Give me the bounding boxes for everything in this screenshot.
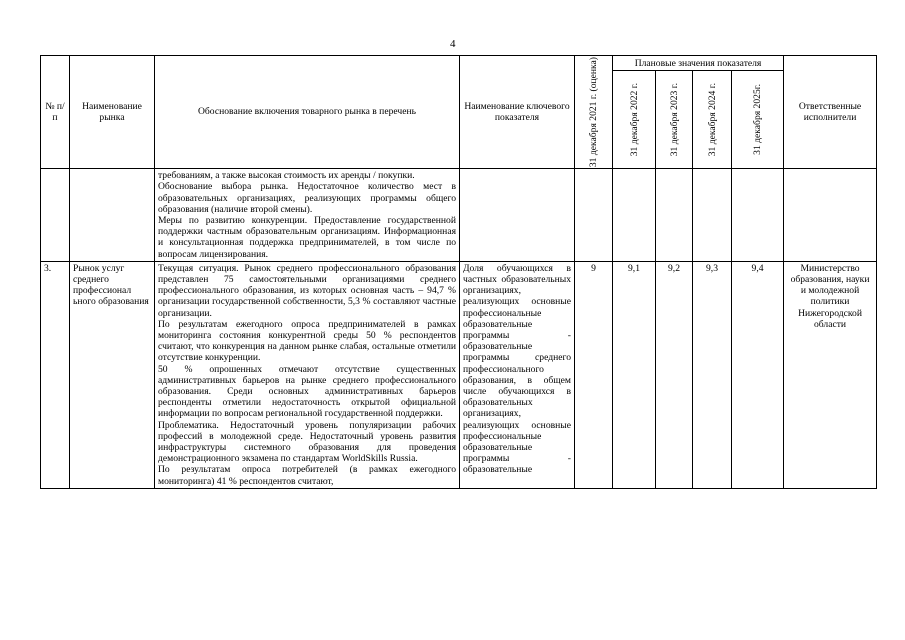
row3-value-2021: 9 bbox=[575, 261, 613, 488]
row3-paragraph: Проблематика. Недостаточный уровень популяризации рабочих профессий в молодежной среде. Недостаточный уровень развития инфраструктуры системного образования для проведения демонстрационного экзамена по стандартам WorldSkills Russia. bbox=[158, 419, 456, 465]
row3-paragraph: Текущая ситуация. Рынок среднего профессионального образования представлен 75 самостоятельными организациями среднего профессионального образования, из которых основная часть – 94,7 % организации государственной собственности, 5,3 % составляют частные организации. bbox=[158, 262, 456, 319]
row3-value-2024: 9,3 bbox=[693, 261, 732, 488]
header-year-2025-text: 31 декабря 2025г. bbox=[752, 84, 764, 156]
cont-rationale bbox=[155, 169, 460, 262]
cont-2021 bbox=[575, 169, 613, 262]
header-responsible: Ответственные исполнители bbox=[784, 56, 877, 169]
row3-indicator: Доля обучающихся в частных образовательных организациях, реализующих основные профессиональные образовательные программы - образовательные программы среднего профессионального образования, в общем числе обучающихся в образовательных организациях, реализующих основные профессиональные образовательные программы - образовательные bbox=[460, 261, 575, 488]
table-row-continuation bbox=[41, 169, 877, 262]
cont-2022 bbox=[613, 169, 656, 262]
cont-2024 bbox=[693, 169, 732, 262]
header-rationale: Обоснование включения товарного рынка в перечень bbox=[155, 56, 460, 169]
row3-paragraph: По результатам ежегодного опроса предпринимателей в рамках мониторинга состояния конкурентной среды 50 % респондентов считают, что конкуренция на данном рынке слабая, остальные отметили отсутствие конкуренции. bbox=[158, 318, 456, 364]
cont-paragraph: Меры по развитию конкуренции. Предоставление государственной поддержки частным образовательным организациям. Информационная и консультационная поддержка предпринимателей, в том числе по вопросам лицензирования. bbox=[158, 214, 456, 260]
row3-paragraph: По результатам опроса потребителей (в рамках ежегодного мониторинга) 41 % респондентов считают, bbox=[158, 464, 456, 487]
cont-paragraph: Обоснование выбора рынка. Недостаточное количество мест в образовательных организациях, реализующих программы общего образования (наличие второй смены). bbox=[158, 181, 456, 215]
page-number: 4 bbox=[450, 38, 456, 50]
header-year-2022-text: 31 декабря 2022 г. bbox=[628, 83, 640, 157]
cont-paragraph: требованиям, а также высокая стоимость их аренды / покупки. bbox=[158, 170, 415, 182]
cont-2023 bbox=[656, 169, 693, 262]
header-year-2024 bbox=[693, 71, 732, 169]
cont-num bbox=[41, 169, 70, 262]
header-year-2024-text: 31 декабря 2024 г. bbox=[706, 83, 718, 157]
row3-value-2025: 9,4 bbox=[732, 261, 784, 488]
row3-market: Рынок услуг среднего профессионал ьного образования bbox=[70, 261, 155, 488]
row3-num: 3. bbox=[41, 261, 70, 488]
cont-responsible bbox=[784, 169, 877, 262]
header-year-2023-text: 31 декабря 2023 г. bbox=[668, 83, 680, 157]
indicators-table bbox=[40, 55, 877, 489]
cont-2025 bbox=[732, 169, 784, 262]
header-planned-values: Плановые значения показателя bbox=[613, 56, 784, 71]
header-year-2021-text: 31 декабря 2021 г. (оценка) bbox=[588, 57, 599, 168]
cont-indicator bbox=[460, 169, 575, 262]
header-market-name: Наименование рынка bbox=[70, 56, 155, 169]
header-num: № п/п bbox=[41, 56, 70, 169]
header-year-2023 bbox=[656, 71, 693, 169]
header-key-indicator: Наименование ключевого показателя bbox=[460, 56, 575, 169]
header-year-2021 bbox=[575, 56, 613, 169]
header-row-1 bbox=[41, 56, 877, 71]
row3-value-2023: 9,2 bbox=[656, 261, 693, 488]
header-year-2022 bbox=[613, 71, 656, 169]
cont-market bbox=[70, 169, 155, 262]
row3-paragraph: 50 % опрошенных отмечают отсутствие существенных административных барьеров на рынке среднего профессионального образования. Среди основных административных барьеров респонденты отметили недостаточность открытой официальной информации по вопросам региональной государственной поддержки. bbox=[158, 363, 456, 420]
row3-rationale bbox=[155, 261, 460, 488]
header-year-2025 bbox=[732, 71, 784, 169]
table-row-3 bbox=[41, 261, 877, 488]
row3-responsible: Министерство образования, науки и молодежной политики Нижегородской области bbox=[784, 261, 877, 488]
row3-value-2022: 9,1 bbox=[613, 261, 656, 488]
